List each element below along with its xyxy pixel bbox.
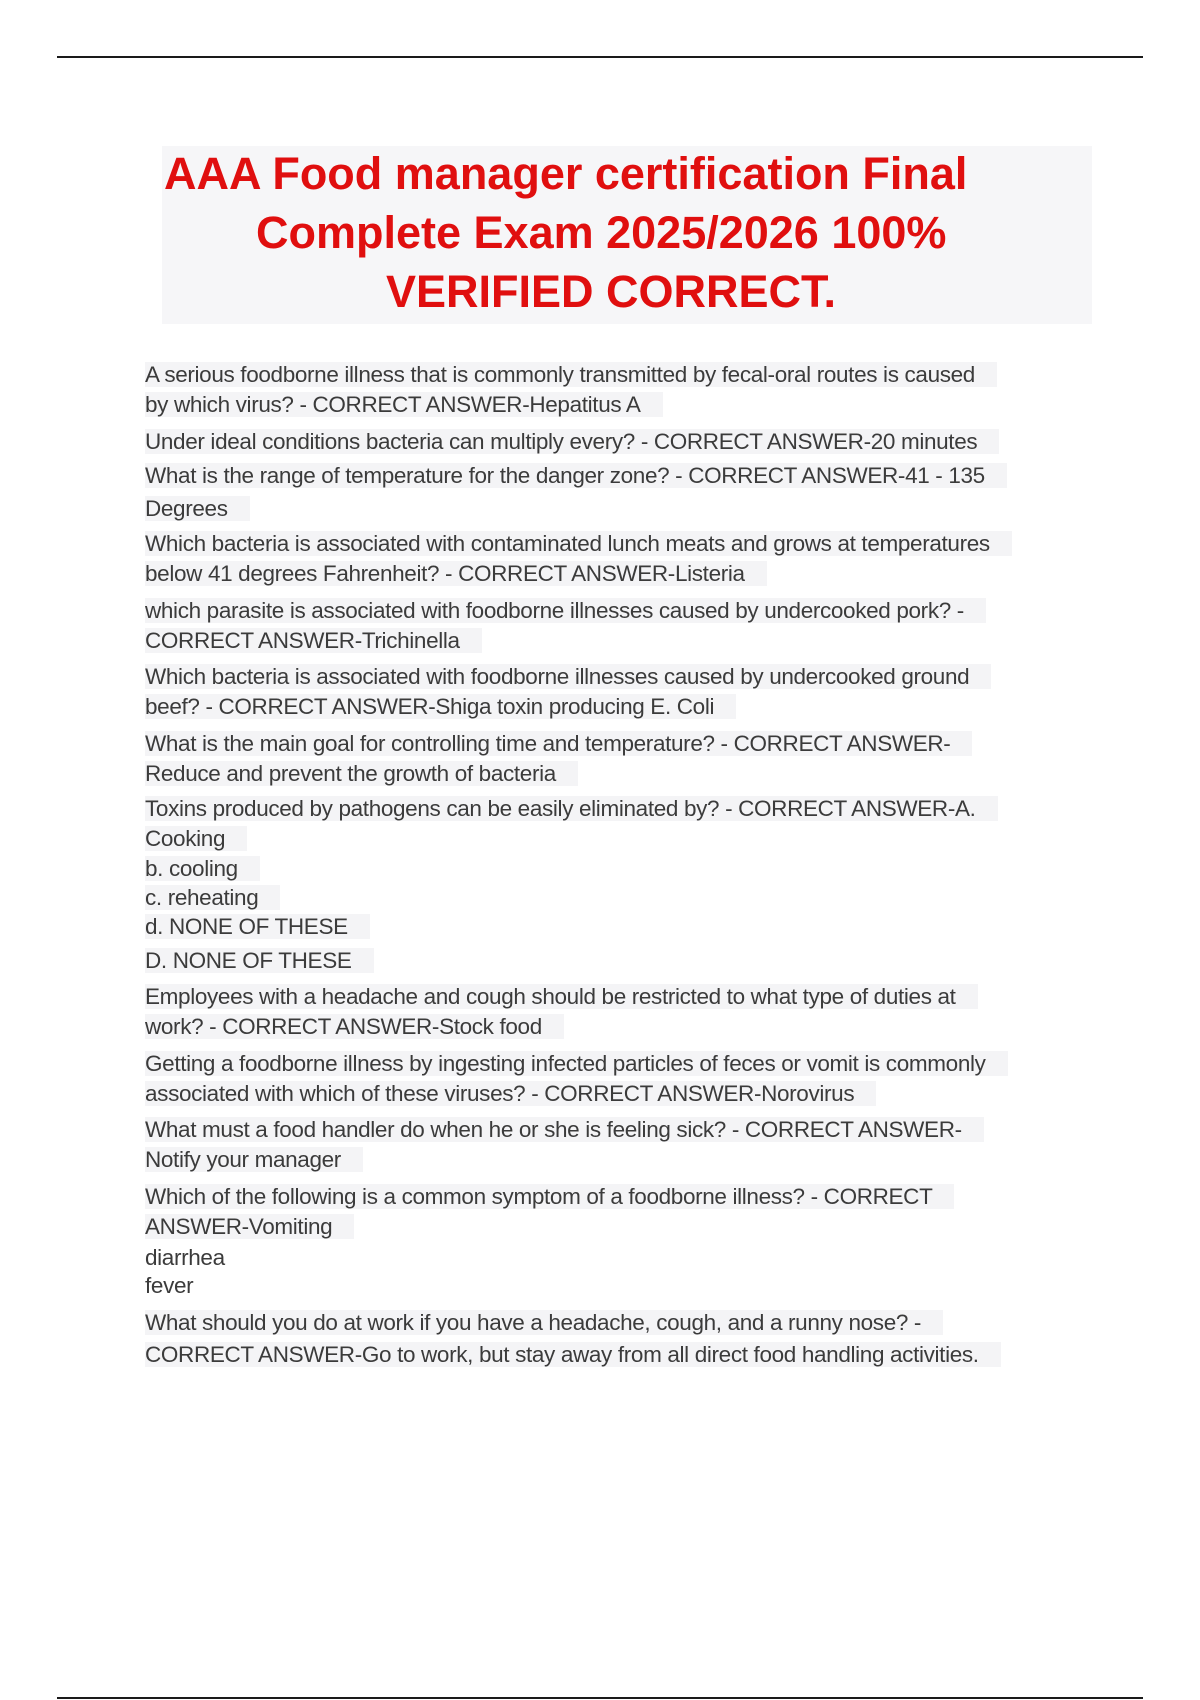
text-line: work? - CORRECT ANSWER-Stock food bbox=[145, 1012, 564, 1042]
text-line: Toxins produced by pathogens can be easily eliminated by? - CORRECT ANSWER-A. bbox=[145, 794, 998, 824]
text-line: Getting a foodborne illness by ingesting infected particles of feces or vomit is commonly bbox=[145, 1049, 1008, 1079]
text-line: Notify your manager bbox=[145, 1145, 363, 1175]
text-line: associated with which of these viruses? - CORRECT ANSWER-Norovirus bbox=[145, 1079, 876, 1109]
text-line: What must a food handler do when he or she is feeling sick? - CORRECT ANSWER- bbox=[145, 1115, 984, 1145]
text-line: Employees with a headache and cough should be restricted to what type of duties at bbox=[145, 982, 978, 1012]
text-line: by which virus? - CORRECT ANSWER-Hepatitus A bbox=[145, 390, 663, 420]
text-line: What is the range of temperature for the danger zone? - CORRECT ANSWER-41 - 135 bbox=[145, 461, 1007, 491]
text-line: Degrees bbox=[145, 494, 250, 524]
text-line: D. NONE OF THESE bbox=[145, 946, 374, 976]
text-line: ANSWER-Vomiting bbox=[145, 1212, 354, 1242]
text-line: b. cooling bbox=[145, 854, 260, 884]
title-line-1: AAA Food manager certification Final bbox=[164, 148, 968, 199]
text-line: c. reheating bbox=[145, 883, 280, 913]
title-box bbox=[162, 146, 1092, 324]
text-line: CORRECT ANSWER-Trichinella bbox=[145, 626, 482, 656]
text-line: CORRECT ANSWER-Go to work, but stay away from all direct food handling activities. bbox=[145, 1340, 1001, 1370]
text-line: diarrhea bbox=[145, 1245, 225, 1270]
text-line: fever bbox=[145, 1273, 194, 1298]
text-line: Which bacteria is associated with contaminated lunch meats and grows at temperatures bbox=[145, 529, 1012, 559]
text-line: which parasite is associated with foodborne illnesses caused by undercooked pork? - bbox=[145, 596, 986, 626]
text-line: Reduce and prevent the growth of bacteria bbox=[145, 759, 578, 789]
title-line-3: VERIFIED CORRECT. bbox=[386, 266, 837, 317]
text-line: Which of the following is a common symptom of a foodborne illness? - CORRECT bbox=[145, 1182, 954, 1212]
text-line: Which bacteria is associated with foodborne illnesses caused by undercooked ground bbox=[145, 662, 991, 692]
text-line: What is the main goal for controlling time and temperature? - CORRECT ANSWER- bbox=[145, 729, 972, 759]
bottom-rule bbox=[57, 1697, 1143, 1699]
text-line: beef? - CORRECT ANSWER-Shiga toxin producing E. Coli bbox=[145, 692, 736, 722]
text-line: below 41 degrees Fahrenheit? - CORRECT ANSWER-Listeria bbox=[145, 559, 767, 589]
text-line: Cooking bbox=[145, 824, 247, 854]
top-rule bbox=[57, 56, 1143, 58]
text-line: A serious foodborne illness that is commonly transmitted by fecal-oral routes is caused bbox=[145, 360, 997, 390]
text-line: d. NONE OF THESE bbox=[145, 912, 370, 942]
title-line-2: Complete Exam 2025/2026 100% bbox=[256, 207, 947, 258]
text-line: Under ideal conditions bacteria can multiply every? - CORRECT ANSWER-20 minutes bbox=[145, 427, 999, 457]
text-line: What should you do at work if you have a headache, cough, and a runny nose? - bbox=[145, 1308, 943, 1338]
